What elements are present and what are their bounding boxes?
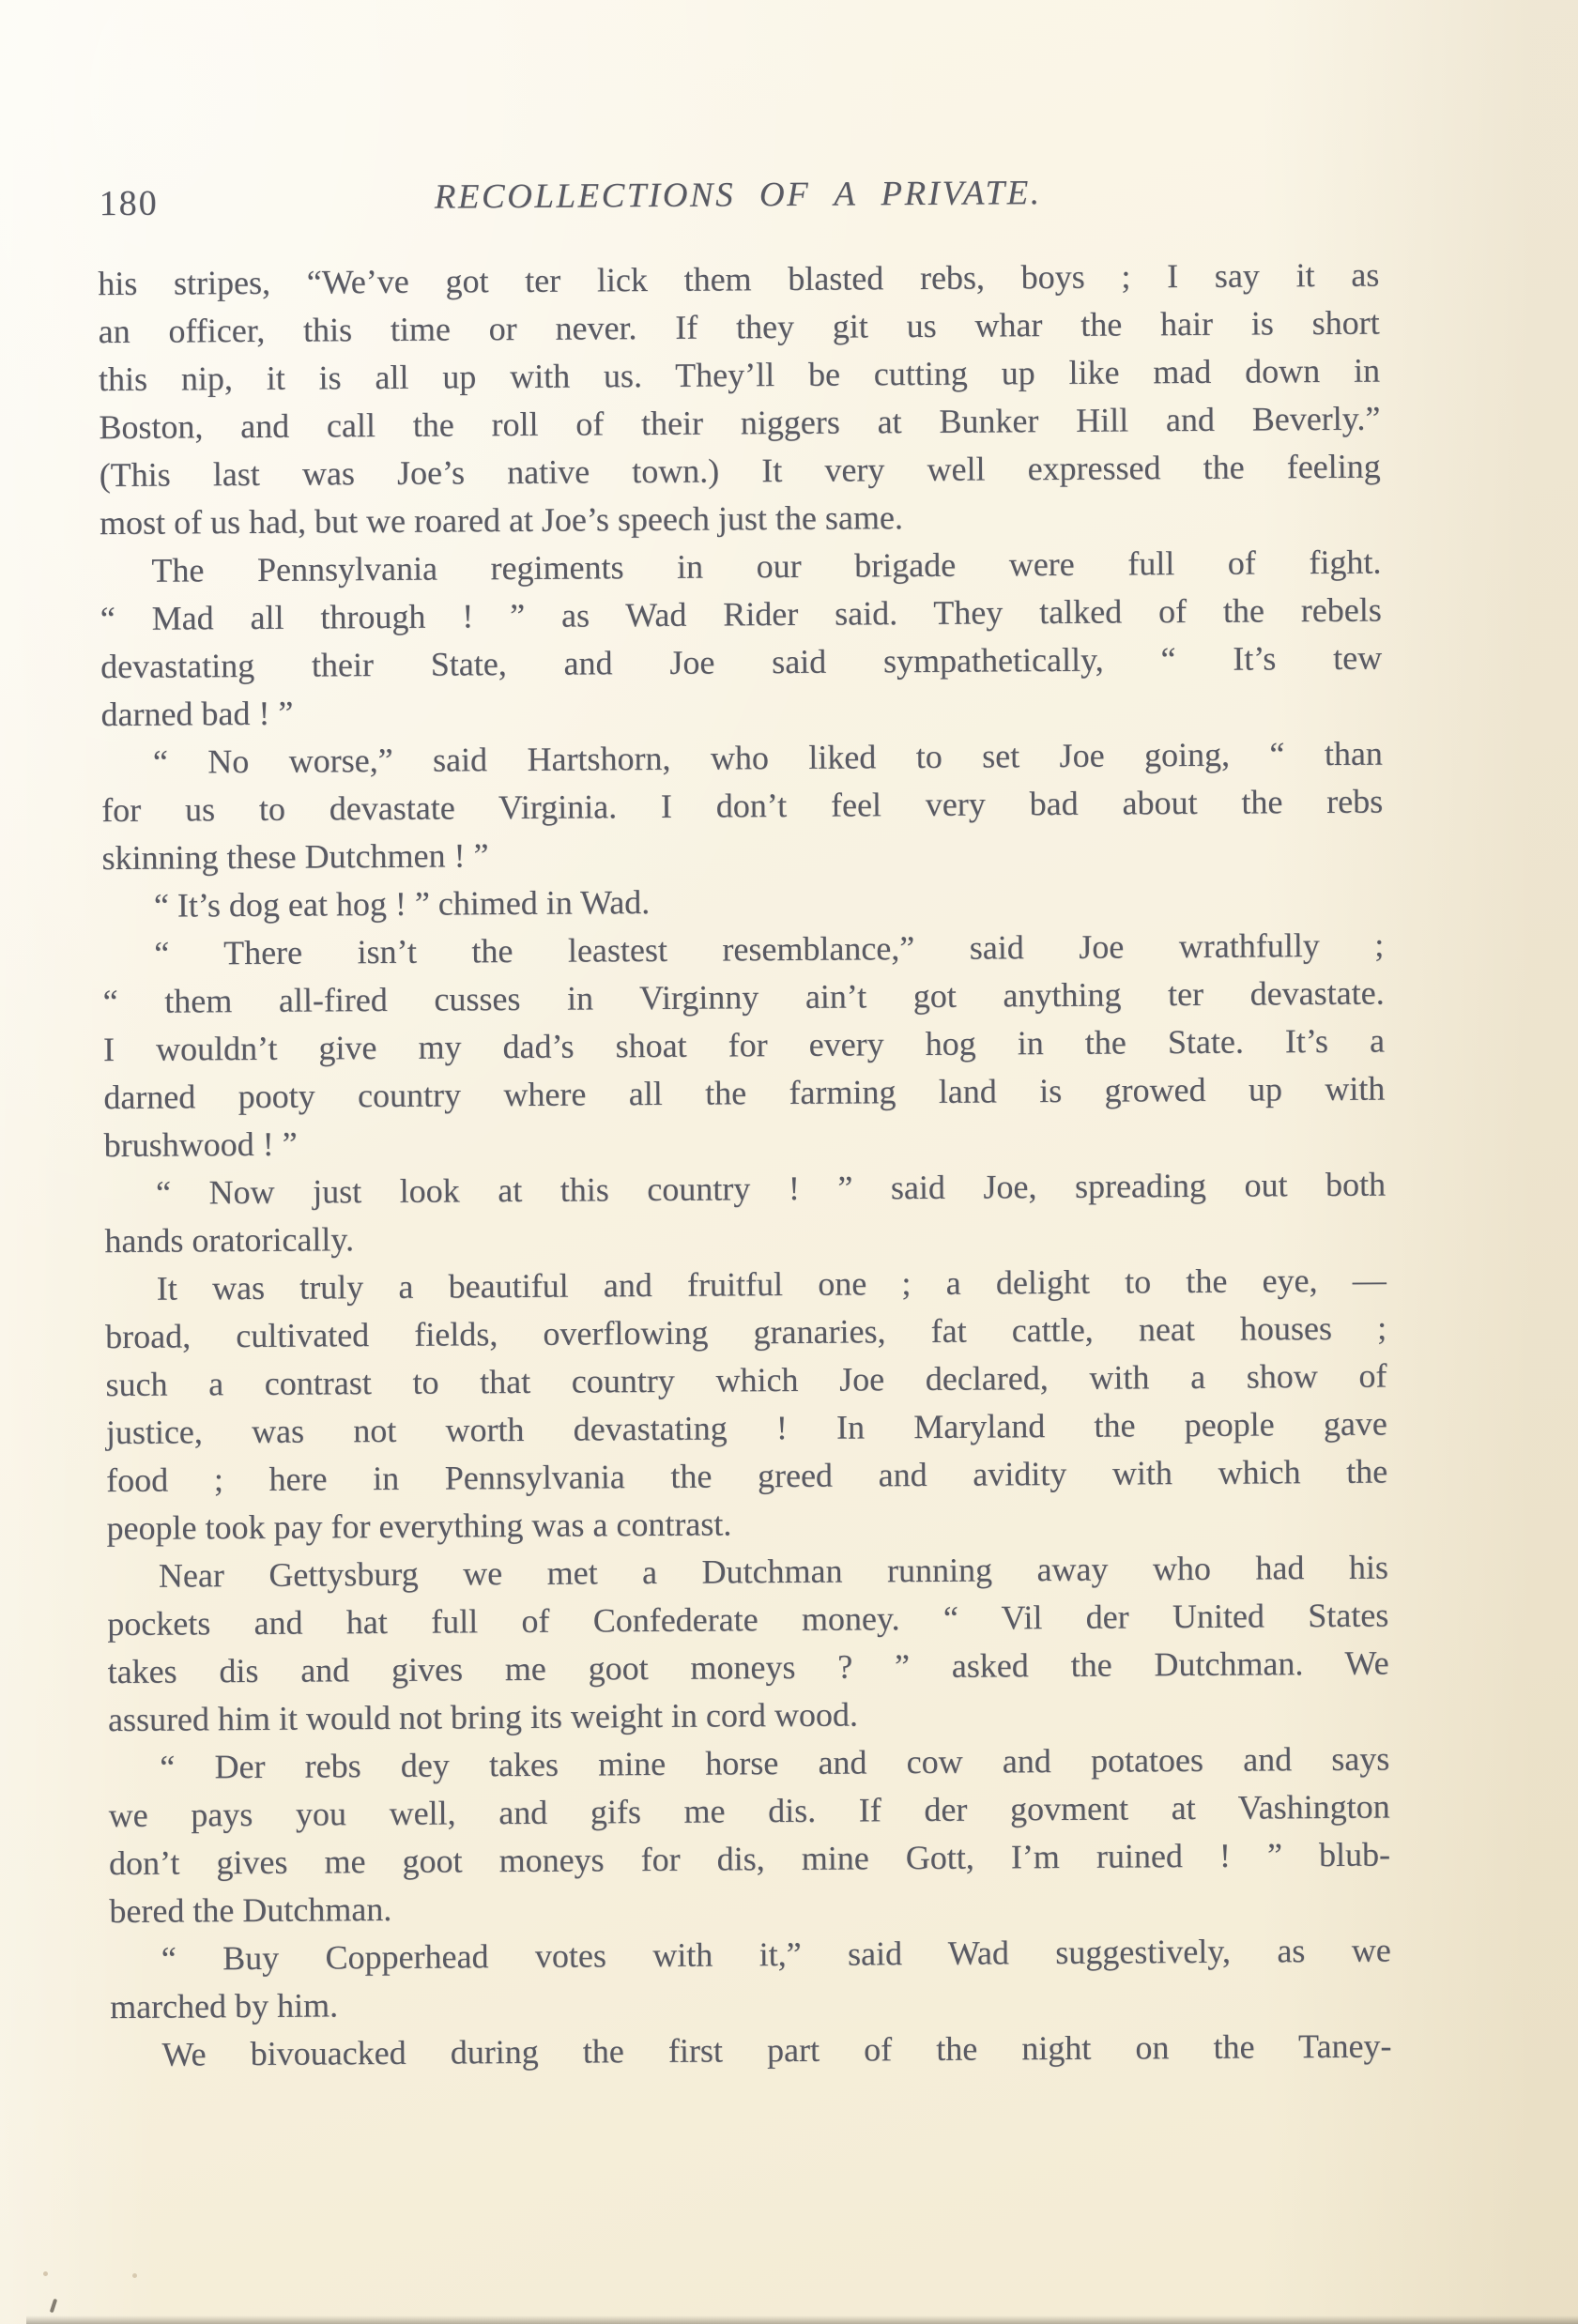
text-line: Boston, and call the roll of their niggers at Bunker Hill and Beverly.” (99, 399, 1381, 447)
text-line: hands oratorically. (104, 1220, 355, 1261)
text-line: “ No worse,” said Hartshorn, who liked to set Joe going, “ than (152, 734, 1383, 781)
text-line: I wouldn’t give my dad’s shoat for every hog in the State. It’s a (102, 1021, 1386, 1069)
text-line: takes dis and gives me goot moneys ? ” asked the Dutchman. We (107, 1644, 1389, 1691)
text-line: pockets and hat full of Confederate money. “ Vil der United States (107, 1596, 1389, 1644)
text-line: don’t gives me goot moneys for dis, mine Gott, I’m ruined ! ” blub- (108, 1835, 1391, 1883)
paragraph (110, 2023, 1391, 2080)
text-line: skinning these Dutchmen ! ” (101, 836, 489, 878)
text-line: devastating their State, and Joe said sympathetically, “ It’s tew (100, 638, 1383, 686)
text-line: brushwood ! ” (103, 1124, 298, 1165)
paragraph (105, 1257, 1388, 1553)
page-header (98, 171, 1379, 227)
text-line: “ Now just look at this country ! ” said Joe, spreading out both (155, 1165, 1386, 1212)
paragraph (104, 1161, 1386, 1266)
text-line: “ Buy Copperhead votes with it,” said Wad suggestively, as we (161, 1931, 1391, 1978)
paragraph (102, 922, 1386, 1170)
text-line: (This last was Joe’s native town.) It very well expressed the feeling (99, 447, 1381, 495)
text-line: this nip, it is all up with us. They’ll be cutting up like mad down in (98, 351, 1381, 399)
text-line: food ; here in Pennsylvania the greed and avidity with which the (106, 1452, 1388, 1500)
text-line: darned pooty country where all the farming land is growed up with (103, 1069, 1386, 1117)
text-line: The Pennsylvania regiments in our brigade were full of fight. (151, 543, 1382, 589)
text-line: “ It’s dog eat hog ! ” chimed in Wad. (153, 883, 651, 925)
text-line: Near Gettysburg we met a Dutchman running away who had his (158, 1548, 1389, 1595)
text-line: It was truly a beautiful and fruitful one ; a delight to the eye, — (156, 1261, 1386, 1307)
paragraph (100, 539, 1382, 740)
page-body (98, 252, 1391, 2079)
paragraph (98, 252, 1381, 548)
text-line: assured him it would not bring its weight in cord wood. (107, 1695, 859, 1739)
text-line: marched by him. (109, 1986, 339, 2026)
text-line: We bivouacked during the first part of the night on the Taney- (161, 2026, 1392, 2073)
text-line: his stripes, “We’ve got ter lick them blasted rebs, boys ; I say it as (98, 255, 1380, 303)
text-line: people took pay for everything was a contrast. (106, 1505, 732, 1548)
text-line: bered the Dutchman. (109, 1889, 392, 1931)
paragraph (107, 1544, 1389, 1745)
text-line: most of us had, but we roared at Joe’s speech just the same. (99, 498, 904, 543)
text-line: an officer, this time or never. If they git us whar the hair is short (98, 303, 1380, 351)
text-line: “ There isn’t the leastest resemblance,” said Joe wrathfully ; (154, 925, 1385, 972)
text-line: “ Der rebs dey takes mine horse and cow and potatoes and says (160, 1739, 1390, 1786)
text-line: broad, cultivated fields, overflowing granaries, fat cattle, neat houses ; (105, 1308, 1387, 1356)
page-number: 180 (99, 183, 159, 224)
text-line: we pays you well, and gifs me dis. If der govment at Vashington (108, 1787, 1390, 1835)
text-line: for us to devastate Virginia. I don’t feel very bad about the rebs (101, 782, 1384, 830)
running-title: RECOLLECTIONS OF A PRIVATE. (434, 174, 1042, 217)
page-edge-shadow (26, 2316, 1578, 2324)
paragraph (108, 1735, 1390, 1936)
text-line: such a contrast to that country which Joe declared, with a show of (105, 1356, 1387, 1404)
text-line: justice, was not worth devastating ! In Maryland the people gave (105, 1404, 1387, 1452)
text-line: “ them all-fired cusses in Virginny ain’t got anything ter devastate. (102, 973, 1385, 1021)
text-line: “ Mad all through ! ” as Wad Rider said. They talked of the rebels (100, 590, 1382, 638)
paragraph (110, 1927, 1392, 2032)
paper-speck (132, 2273, 137, 2278)
paper-speck (43, 2271, 48, 2276)
paragraph (101, 730, 1384, 883)
text-line: darned bad ! ” (100, 694, 294, 734)
